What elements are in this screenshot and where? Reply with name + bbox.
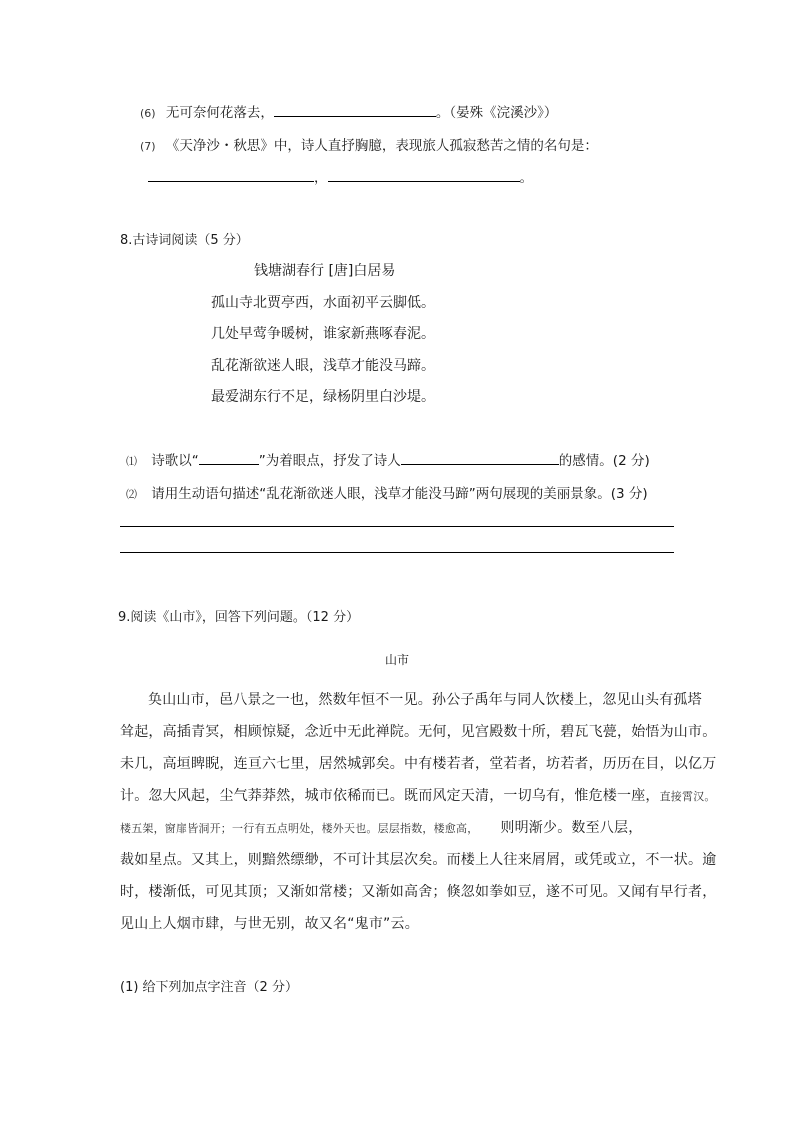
- question-6-answer-blank[interactable]: [274, 102, 436, 117]
- question-7-answer-blank-1[interactable]: [148, 167, 314, 182]
- section-8-question-1-part-c: 的感情。(2 分): [558, 453, 650, 469]
- passage-line: 奂山山市，邑八景之一也，然数年恒不一见。孙公子禹年与同人饮楼上，忽见山头有孤塔: [148, 692, 702, 708]
- passage-line: [120, 817, 642, 837]
- question-7-number: (7): [140, 140, 156, 153]
- passage-line: 时，楼渐低，可见其顶；又渐如常楼；又渐如高舍；倏忽如拳如豆，遂不可见。又闻有早行者，: [120, 884, 717, 900]
- section-8-question-1-part-b: ”为着眼点，抒发了诗人: [258, 453, 401, 469]
- question-7-answers: [148, 166, 533, 186]
- passage-line: 裁如星点。又其上，则黯然缥缈，不可计其层次矣。而楼上人往来屑屑，或凭或立，不一状。逾: [120, 852, 717, 868]
- poem-line: 乱花渐欲迷人眼，浅草才能没马蹄。: [211, 358, 435, 374]
- section-9-heading: 9.阅读《山市》，回答下列问题。（12 分）: [118, 610, 360, 625]
- passage-line: 见山上人烟市肆，与世无别，故又名“鬼市”云。: [120, 916, 419, 932]
- poem-line: 最爱湖东行不足，绿杨阴里白沙堤。: [211, 389, 435, 405]
- section-8-question-2-prompt: 请用生动语句描述“乱花渐欲迷人眼，浅草才能没马蹄”两句展现的美丽景象。(3 分): [151, 486, 648, 502]
- question-6: [140, 101, 557, 121]
- passage-line: 未几，高垣睥睨，连亘六七里，居然城郭矣。中有楼若者，堂若者，坊若者，历历在目，以亿万: [120, 756, 717, 772]
- section-8-question-1-blank-1[interactable]: [199, 450, 259, 465]
- section-8-question-1-part-a: 诗歌以“: [151, 453, 199, 469]
- question-7-prompt: 《天净沙・秋思》中，诗人直抒胸臆，表现旅人孤寂愁苦之情的名句是：: [165, 138, 598, 154]
- answer-line-1[interactable]: [120, 526, 674, 527]
- passage-line: 耸起，高插青冥，相顾惊疑，念近中无此禅院。无何，见宫殿数十所，碧瓦飞甍，始悟为山市。: [120, 724, 717, 740]
- section-9-question-1: (1) 给下列加点字注音（2 分）: [120, 980, 298, 995]
- section-8-question-1-number: ⑴: [126, 455, 137, 468]
- passage-line-small-text: 直接霄汉。: [659, 790, 716, 803]
- poem-line: 孤山寺北贾亭西，水面初平云脚低。: [211, 295, 435, 311]
- question-7-end: 。: [519, 170, 533, 186]
- passage-line-text: 则明渐少。数至八层，: [500, 820, 643, 836]
- passage-line: [120, 785, 716, 805]
- poem-line: 几处早莺争暖树，谁家新燕啄春泥。: [211, 326, 435, 342]
- section-8-question-1-blank-2[interactable]: [401, 450, 559, 465]
- poem-title: 钱塘湖春行 [唐]白居易: [254, 263, 396, 279]
- answer-line-2[interactable]: [120, 552, 674, 553]
- question-7: [140, 134, 598, 154]
- question-7-separator: ，: [314, 170, 328, 186]
- section-8-question-2-number: ⑵: [126, 488, 137, 501]
- question-6-number: (6): [140, 107, 156, 120]
- section-8-question-2: [126, 482, 648, 502]
- passage-line-text: 计。忽大风起，尘气莽莽然，城市依稀而已。既而风定天清，一切乌有，惟危楼一座，: [120, 788, 660, 804]
- passage-title: 山市: [385, 653, 410, 667]
- section-8-question-1: [126, 449, 650, 469]
- question-7-answer-blank-2[interactable]: [328, 167, 520, 182]
- question-6-prompt: 无可奈何花落去，: [165, 105, 274, 121]
- passage-line-small-text: 楼五架，窗扉皆洞开；一行有五点明处，楼外天也。层层指数，楼愈高，: [120, 822, 479, 835]
- section-8-heading: 8.古诗词阅读（5 分）: [120, 233, 249, 248]
- question-6-source: 。（晏殊《浣溪沙》）: [435, 105, 558, 121]
